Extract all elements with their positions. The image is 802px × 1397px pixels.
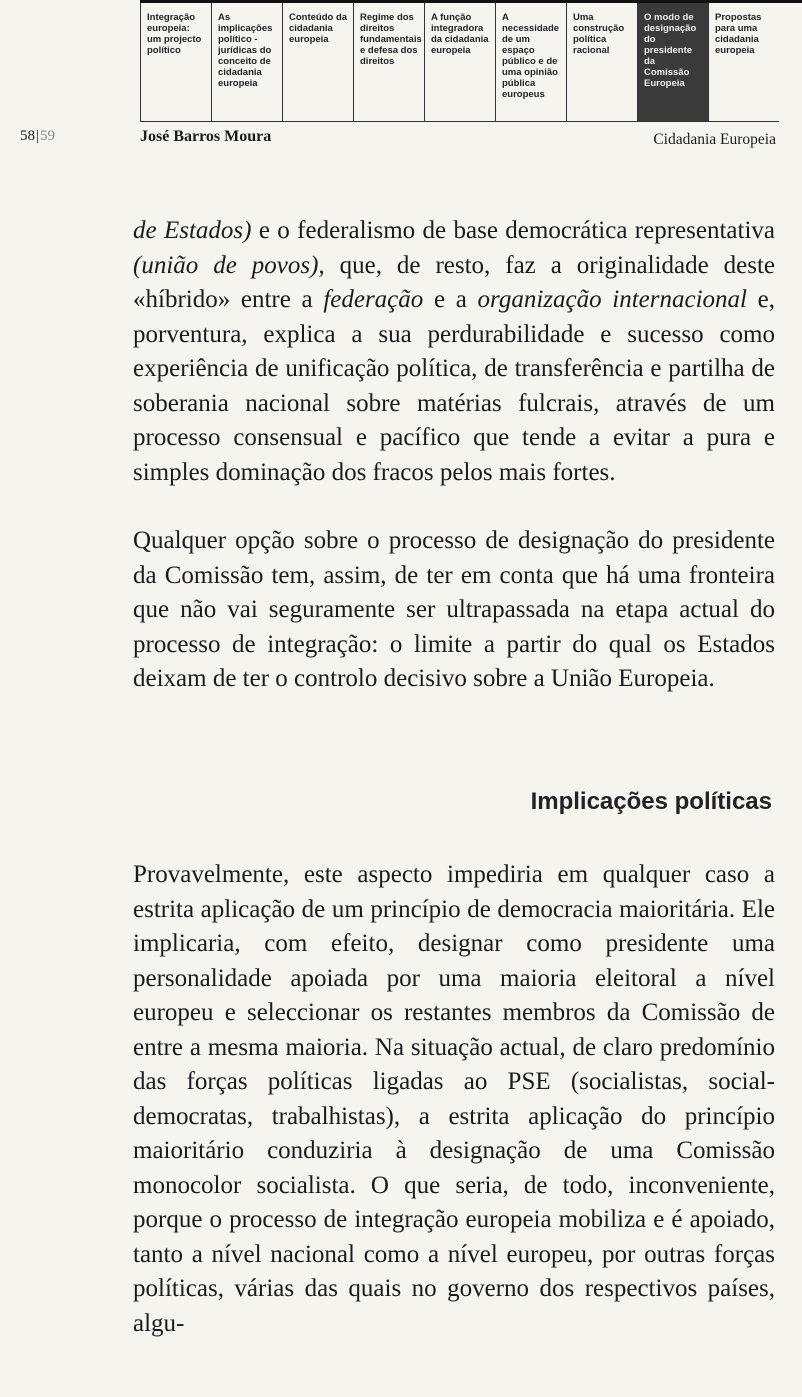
chapter-tab-4[interactable]: Regime dos direitos fundamentais e defesa dos direitos — [354, 3, 425, 121]
chapter-navigation — [140, 3, 779, 122]
chapter-tab-1[interactable]: Integração europeia: um projecto político — [141, 3, 212, 121]
current-page-number: 58 — [20, 128, 35, 144]
running-title: Cidadania Europeia — [653, 131, 776, 148]
text-span: e, porventura, explica a sua perdurabilidade e sucesso como experiência de unificação política, de transferência e partilha de soberania nacional sobre matérias fulcrais, através de um processo consensual e pacífico que tende a evitar a pura e simples dominação dos fracos pelos mais fortes. — [133, 286, 775, 486]
chapter-tab-8-active[interactable]: O modo de designação do presidente da Comissão Europeia — [638, 3, 709, 121]
chapter-tab-2[interactable]: As implicações político -jurídicas do conceito de cidadania europeia — [212, 3, 283, 121]
chapter-tab-6[interactable]: A necessidade de um espaço público e de uma opinião pública europeus — [496, 3, 567, 121]
text-span: que, de resto, faz a originalidade deste «híbrido» entre a — [133, 251, 775, 313]
paragraph-2: Qualquer opção sobre o processo de designação do presidente da Comissão tem, assim, de ter em conta que há uma fronteira que não vai seguramente ser ultrapassada na etapa actual do processo de integração: o limite a partir do qual os Estados deixam de ter o controlo decisivo sobre a União Europeia. — [133, 527, 775, 692]
text-span: e o federalismo de base democrática representativa — [251, 217, 775, 244]
chapter-tab-5[interactable]: A função integradora da cidadania europeia — [425, 3, 496, 121]
chapter-tab-9[interactable]: Propostas para uma cidadania europeia — [715, 12, 762, 56]
italic-span: federação — [323, 286, 424, 313]
chapter-tab-3[interactable]: Conteúdo da cidadania europeia — [283, 3, 354, 121]
author-name: José Barros Moura — [140, 128, 272, 145]
page-number — [20, 128, 55, 145]
italic-span: organização internacional — [477, 286, 747, 313]
section-heading: Implicações políticas — [530, 788, 772, 815]
text-span: e a — [423, 286, 478, 313]
chapter-tab-7[interactable]: Uma construção política racional — [567, 3, 638, 121]
paragraph-3: Provavelmente, este aspecto impediria em qualquer caso a estrita aplicação de um princípio de democracia maioritária. Ele implicaria, com efeito, designar como presidente uma personalidade apoiada por uma maioria eleitoral a nível europeu e seleccionar os restantes membros da Comissão de entre a mesma maioria. Na situação actual, de claro predomínio das forças políticas ligadas ao PSE (socialistas, social-democratas, trabalhistas), a estrita aplicação do princípio maioritário conduziria à designação de uma Comissão monocolor socialista. O que seria, de todo, inconveniente, porque o processo de integração europeia mobiliza e é apoiado, tanto a nível nacional como a nível europeu, por outras forças políticas, várias das quais no governo dos respectivos países, algu- — [133, 861, 775, 1337]
italic-span: (união de povos), — [133, 251, 325, 279]
next-page-number: 59 — [40, 128, 56, 144]
italic-span: de Estados) — [133, 217, 252, 244]
paragraph-1 — [133, 214, 775, 490]
page-separator: | — [36, 128, 40, 144]
